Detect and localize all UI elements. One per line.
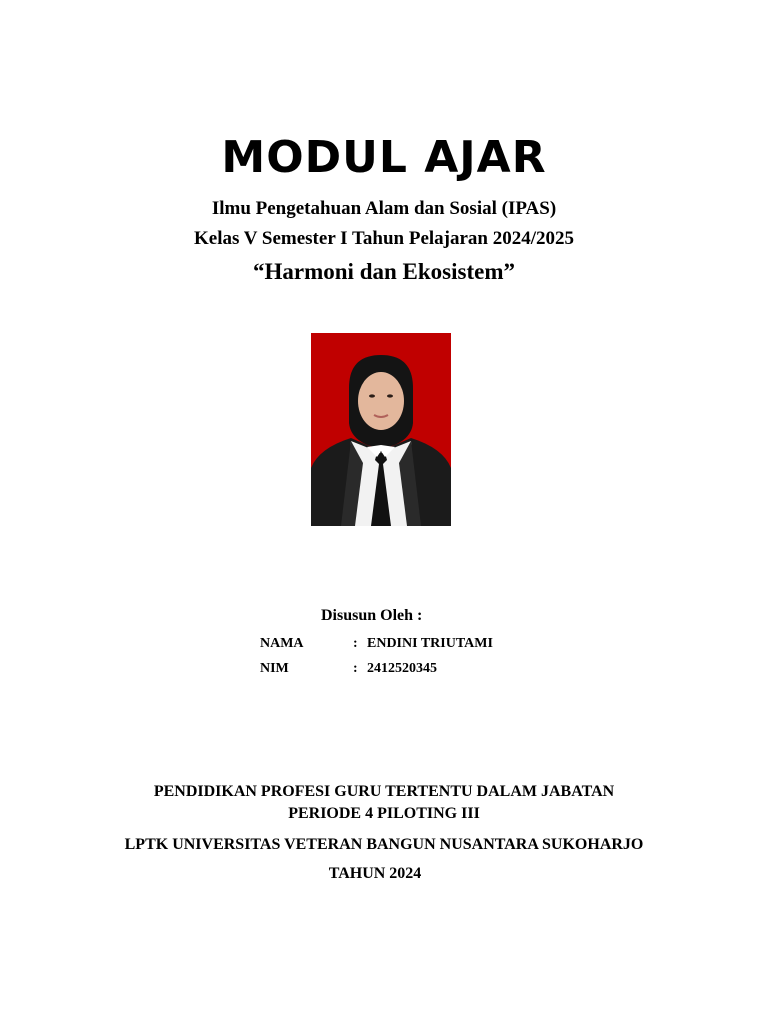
institution-line: LPTK UNIVERSITAS VETERAN BANGUN NUSANTARA SUKOHARJO <box>124 836 644 853</box>
class-info-line: Kelas V Semester I Tahun Pelajaran 2024/2025 <box>193 228 575 249</box>
name-value: ENDINI TRIUTAMI <box>367 636 493 651</box>
nim-separator: : <box>353 661 358 676</box>
name-separator: : <box>353 636 358 651</box>
program-line-1: PENDIDIKAN PROFESI GURU TERTENTU DALAM JABATAN <box>153 783 615 800</box>
nim-label: NIM <box>260 661 289 676</box>
author-photo <box>311 333 451 526</box>
subject-line: Ilmu Pengetahuan Alam dan Sosial (IPAS) <box>211 198 557 219</box>
year-line: TAHUN 2024 <box>328 865 422 882</box>
title: MODUL AJAR <box>221 132 547 183</box>
name-label: NAMA <box>260 636 304 651</box>
theme-line: “Harmoni dan Ekosistem” <box>253 259 515 284</box>
prepared-by-heading: Disusun Oleh : <box>321 607 423 624</box>
program-line-2: PERIODE 4 PILOTING III <box>288 805 480 822</box>
name-row <box>260 635 493 653</box>
nim-row <box>260 660 437 678</box>
face <box>358 372 404 430</box>
nim-value: 2412520345 <box>367 661 437 676</box>
